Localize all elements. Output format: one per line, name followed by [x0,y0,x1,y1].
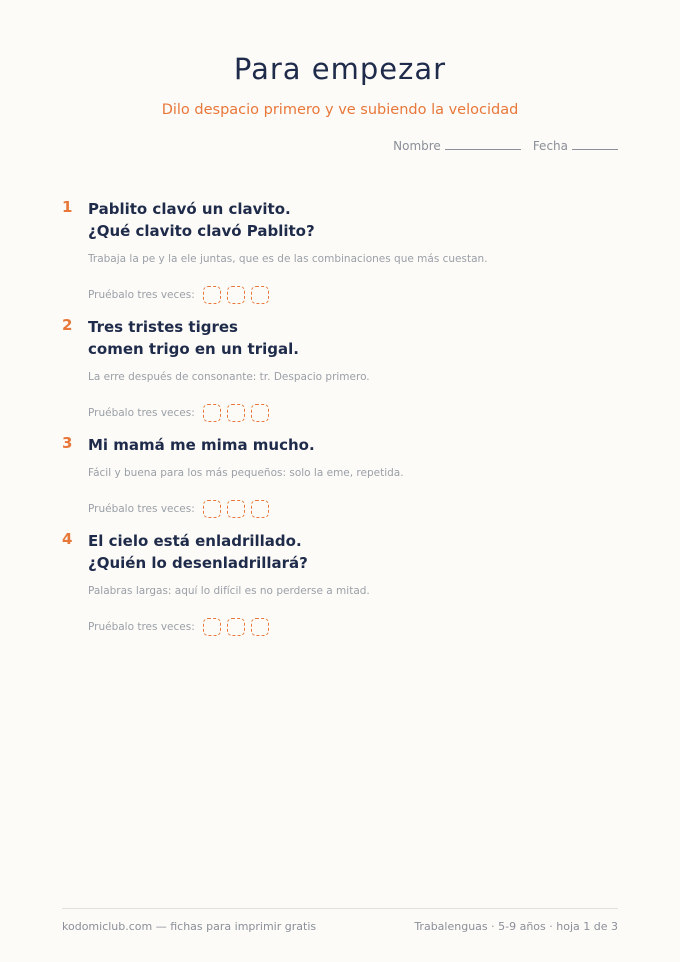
tries-label: Pruébalo tres veces: [88,621,195,633]
tongue-twister-line: Pablito clavó un clavito. [88,200,291,218]
date-blank-line[interactable] [572,139,618,150]
tongue-twister-line: comen trigo en un trigal. [88,340,299,358]
item-number: 4 [62,530,73,548]
item-number: 1 [62,198,73,216]
try-checkbox[interactable] [251,618,269,636]
try-checkbox[interactable] [203,404,221,422]
try-checkbox[interactable] [227,618,245,636]
date-label: Fecha [532,139,568,153]
tongue-twister-line: El cielo está enladrillado. [88,532,302,550]
name-blank-line[interactable] [445,139,521,150]
tries-label: Pruébalo tres veces: [88,289,195,301]
tries-row [88,404,275,422]
try-checkbox[interactable] [227,286,245,304]
name-label: Nombre [393,139,441,153]
try-checkbox[interactable] [251,404,269,422]
tongue-twister-text [88,530,308,574]
item-tip: La erre después de consonante: tr. Despacio primero. [88,371,370,383]
item-tip: Fácil y buena para los más pequeños: solo la eme, repetida. [88,467,404,479]
try-checkbox[interactable] [203,618,221,636]
tongue-twister-line: Tres tristes tigres [88,318,238,336]
try-checkbox[interactable] [251,286,269,304]
tongue-twister-item [62,434,622,520]
tongue-twister-item [62,530,622,640]
item-number: 3 [62,434,73,452]
item-tip: Palabras largas: aquí lo difícil es no perderse a mitad. [88,585,370,597]
item-tip: Trabaja la pe y la ele juntas, que es de las combinaciones que más cuestan. [88,253,488,265]
tongue-twister-text [88,198,315,242]
name-date-fields [393,139,618,153]
try-checkbox[interactable] [227,500,245,518]
tongue-twister-item [62,316,622,426]
tongue-twister-line: ¿Quién lo desenladrillará? [88,554,308,572]
try-checkbox[interactable] [203,500,221,518]
tries-row [88,618,275,636]
footer-sheet-info: Trabalenguas · 5-9 años · hoja 1 de 3 [414,920,618,933]
try-checkbox[interactable] [251,500,269,518]
footer-divider [62,908,618,909]
tries-label: Pruébalo tres veces: [88,503,195,515]
page-subtitle: Dilo despacio primero y ve subiendo la velocidad [161,102,519,118]
tongue-twister-text [88,316,299,360]
tongue-twister-item [62,198,622,308]
tongue-twister-line: Mi mamá me mima mucho. [88,436,315,454]
item-number: 2 [62,316,73,334]
page-title: Para empezar [233,52,447,86]
footer-site-credit: kodomiclub.com — fichas para imprimir gratis [62,920,317,933]
tries-row [88,286,275,304]
tongue-twister-text [88,434,315,456]
try-checkbox[interactable] [203,286,221,304]
try-checkbox[interactable] [227,404,245,422]
tries-row [88,500,275,518]
tries-label: Pruébalo tres veces: [88,407,195,419]
tongue-twister-line: ¿Qué clavito clavó Pablito? [88,222,315,240]
